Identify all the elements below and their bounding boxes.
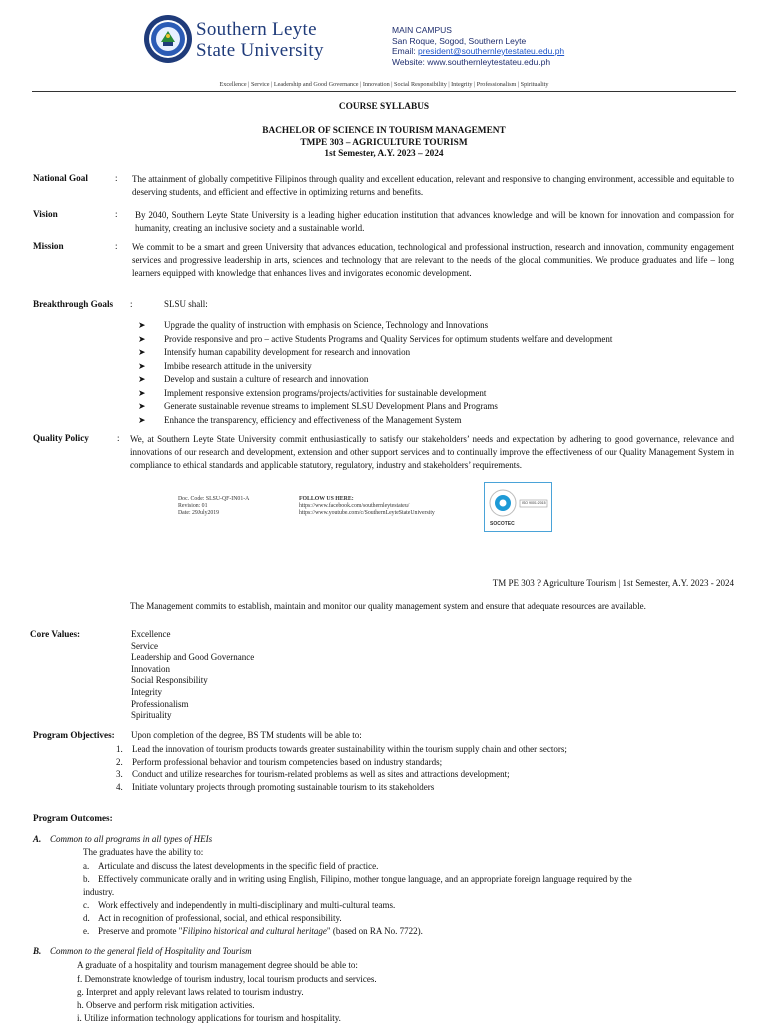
- list-item: c. Work effectively and independently in multi-disciplinary and multi-cultural teams.: [83, 900, 396, 910]
- list-item: h. Observe and perform risk mitigation activities.: [77, 1000, 255, 1010]
- list-item: 3. Conduct and utilize researches for tourism-related problems as well as sites and attractions development;: [116, 769, 510, 780]
- section-a-heading: [33, 834, 212, 844]
- list-item: g. Interpret and apply relevant laws related to tourism industry.: [77, 987, 304, 997]
- arrow-bullet-icon: ➤: [138, 360, 146, 371]
- revision: Revision: 01: [178, 503, 208, 509]
- vision-label: Vision: [33, 209, 58, 219]
- arrow-bullet-icon: ➤: [138, 333, 146, 344]
- program-outcomes-label: Program Outcomes:: [33, 813, 113, 823]
- list-item: ➤ Enhance the transparency, efficiency and effectiveness of the Management System: [138, 414, 612, 428]
- campus-website: Website: www.southernleytestateu.edu.ph: [392, 56, 551, 67]
- mission-label: Mission: [33, 241, 64, 251]
- list-item: 1. Lead the innovation of tourism products towards greater sustainability within the tourism supply chain and other sectors;: [116, 744, 567, 754]
- breakthrough-intro: SLSU shall:: [164, 299, 208, 309]
- program-name: BACHELOR OF SCIENCE IN TOURISM MANAGEMENT: [262, 126, 506, 136]
- list-item: 2. Perform professional behavior and tourism competencies based on industry standards;: [116, 756, 443, 767]
- follow-us-label: FOLLOW US HERE:: [299, 496, 354, 502]
- core-values-list: [131, 629, 254, 722]
- list-item: Professionalism: [131, 698, 189, 709]
- section-b-heading: [33, 946, 252, 956]
- list-item: e. Preserve and promote "Filipino historical and cultural heritage" (based on RA No. 7722).: [83, 926, 423, 936]
- campus-email: [392, 46, 564, 57]
- email-link[interactable]: president@southernleytestateu.edu.ph: [418, 46, 565, 56]
- vision-text: By 2040, Southern Leyte State University is a leading higher education institution that advances knowledge and will be known for innovation and compassion for humanity, creating an inclusive society and a sustainable world.: [135, 210, 734, 233]
- quality-policy-colon: :: [117, 433, 120, 443]
- list-item-continuation: industry.: [83, 887, 115, 897]
- national-goal-text: The attainment of globally competitive Filipinos through quality and excellent education, relevant and responsive to changing environment, accessible and equitable to deserving students, and efficient and effective in optimizing returns and benefits.: [132, 174, 734, 197]
- arrow-bullet-icon: ➤: [138, 347, 146, 357]
- campus-info: [392, 25, 564, 67]
- list-item: i. Utilize information technology applications for tourism and hospitality.: [77, 1013, 341, 1023]
- list-item: ➤ Intensify human capability development for research and innovation: [138, 346, 612, 360]
- breakthrough-goals-label: Breakthrough Goals: [33, 299, 114, 309]
- list-item: a. Articulate and discuss the latest developments in the specific field of practice.: [83, 861, 379, 871]
- section-b-title: Common to the general field of Hospitality and Tourism: [50, 946, 252, 956]
- section-a-intro: The graduates have the ability to:: [83, 847, 204, 857]
- breakthrough-goals-colon: :: [130, 299, 133, 309]
- list-item: ➤ Generate sustainable revenue streams to implement SLSU Development Plans and Programs: [138, 400, 612, 414]
- list-item: Innovation: [131, 663, 170, 674]
- national-goal-label: National Goal: [33, 173, 88, 183]
- arrow-bullet-icon: ➤: [138, 401, 146, 411]
- program-objectives-list: [116, 743, 567, 793]
- quality-policy-text: We, at Southern Leyte State University commit enthusiastically to satisfy our stakeholders’ needs and expectation by adhering to good governance, relevance and innovations of our research and development, extension and other support services and to continually improve the effectiveness of our Quality Management System in compliance to ethical standards and applicable statutory, regulatory, industry and stakeholders’ requirements.: [130, 434, 734, 470]
- list-item: ➤ Implement responsive extension programs/projects/activities for sustainable development: [138, 387, 612, 401]
- section-b-letter: B.: [33, 946, 42, 956]
- list-item: Social Responsibility: [131, 675, 208, 686]
- arrow-bullet-icon: ➤: [138, 387, 146, 398]
- certifier-name: SOCOTEC: [490, 521, 515, 527]
- semester: 1st Semester, A.Y. 2023 – 2024: [324, 149, 444, 159]
- iso-certification-badge: [484, 482, 552, 532]
- section-a-list: [83, 860, 734, 938]
- list-item: f. Demonstrate knowledge of tourism industry, local tourism products and services.: [77, 974, 377, 984]
- list-item: ➤ Develop and sustain a culture of research and innovation: [138, 373, 612, 387]
- program-objectives-intro: Upon completion of the degree, BS TM students will be able to:: [131, 730, 362, 740]
- list-item: 4. Initiate voluntary projects through promoting sustainable tourism to its stakeholders: [116, 781, 435, 792]
- section-b-intro: A graduate of a hospitality and tourism management degree should be able to:: [77, 960, 358, 970]
- university-name-line2: State University: [196, 40, 324, 61]
- list-item: b. Effectively communicate orally and in writing using English, Filipino, mother tongue language, and an appropriate foreign language required by the: [83, 874, 632, 884]
- mission-colon: :: [115, 241, 118, 251]
- breakthrough-goals-list: [138, 319, 612, 427]
- campus-address: San Roque, Sogod, Southern Leyte: [392, 35, 527, 46]
- list-item: d. Act in recognition of professional, social, and ethical responsibility.: [83, 913, 342, 923]
- core-values-label: Core Values:: [30, 629, 81, 639]
- facebook-link[interactable]: https://www.facebook.com/southernleytestateu/: [299, 503, 410, 509]
- list-item: ➤ Upgrade the quality of instruction with emphasis on Science, Technology and Innovations: [138, 319, 612, 333]
- mission-text: We commit to be a smart and green University that advances education, technological and professional instruction, research and innovation, community engagement services and progressive leadership in arts, sciences and technology that are relevant to the needs of the glocal communities. We produce graduates and life – long learners equipped with knowledge that enhances lives and invigorates economic development.: [132, 242, 734, 278]
- university-seal-logo: [143, 14, 193, 64]
- document-control-info: [178, 496, 249, 517]
- quality-policy-label: Quality Policy: [33, 433, 89, 443]
- vision-colon: :: [115, 209, 118, 219]
- university-name-line1: Southern Leyte: [196, 19, 317, 40]
- arrow-bullet-icon: ➤: [138, 320, 146, 330]
- youtube-link[interactable]: https://www.youtube.com/c/SouthernLeyteStateUniversity: [299, 510, 435, 516]
- doc-code: Doc. Code: SLSU-QF-IN01-A: [178, 496, 250, 502]
- email-label: Email:: [392, 46, 416, 56]
- list-item: Service: [131, 640, 158, 651]
- management-commitment-text: The Management commits to establish, maintain and monitor our quality management system and ensure that adequate resources are available.: [130, 601, 646, 611]
- running-header: TM PE 303 ? Agriculture Tourism | 1st Semester, A.Y. 2023 - 2024: [492, 578, 734, 588]
- course-title-block: [0, 126, 768, 161]
- header-divider: [32, 91, 736, 92]
- list-item: Integrity: [131, 686, 162, 697]
- campus-title: MAIN CAMPUS: [392, 25, 452, 35]
- social-links: [299, 496, 435, 517]
- arrow-bullet-icon: ➤: [138, 414, 146, 425]
- national-goal-colon: :: [115, 173, 118, 183]
- course-code-name: TMPE 303 – AGRICULTURE TOURISM: [300, 137, 468, 148]
- list-item: Excellence: [131, 629, 171, 639]
- doc-date: Date: 29July2019: [178, 510, 220, 516]
- section-a-title: Common to all programs in all types of HEIs: [50, 834, 213, 844]
- section-b-list: [77, 973, 377, 1025]
- section-a-letter: A.: [33, 834, 42, 844]
- core-values-banner: Excellence | Service | Leadership and Good Governance | Innovation | Social Responsibility | Integrity | Professionalism | Spirituality: [219, 81, 549, 88]
- iso-standard: ISO 9001:2015: [522, 501, 546, 505]
- arrow-bullet-icon: ➤: [138, 374, 146, 384]
- list-item: ➤ Imbibe research attitude in the university: [138, 360, 612, 374]
- list-item: ➤ Provide responsive and pro – active Students Programs and Quality Services for optimum students welfare and development: [138, 333, 612, 347]
- program-objectives-label: Program Objectives:: [33, 730, 115, 740]
- list-item: Leadership and Good Governance: [131, 652, 255, 663]
- list-item: Spirituality: [131, 710, 172, 721]
- course-syllabus-title: COURSE SYLLABUS: [338, 102, 430, 112]
